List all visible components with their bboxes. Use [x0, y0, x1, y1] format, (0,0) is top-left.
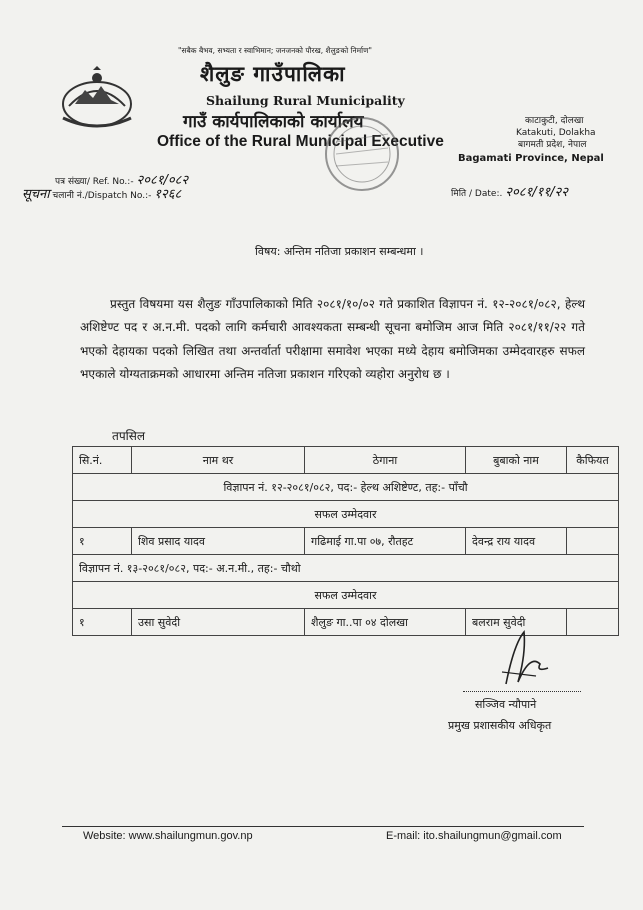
address-line-4: Bagamati Province, Nepal: [458, 153, 604, 164]
row1-father-name: देवन्द्र राय यादव: [466, 528, 567, 555]
date: [451, 182, 568, 200]
table-row: [73, 555, 619, 582]
row2-address: शैलुङ गा..पा ०४ दोलखा: [305, 609, 466, 636]
address-line-2: Katakuti, Dolakha: [516, 128, 596, 138]
table-row: [73, 501, 619, 528]
table-row: [73, 528, 619, 555]
dispatch-handwritten-note: सूचना: [22, 187, 50, 202]
date-label: मिति / Date:.: [451, 189, 503, 199]
header-name: नाम थर: [132, 447, 305, 474]
footer-divider: [62, 826, 584, 827]
row2-sn: १: [73, 609, 132, 636]
subject-line: विषय: अन्तिम नतिजा प्रकाशन सम्बन्धमा ।: [255, 245, 424, 258]
row2-father-name: बलराम सुवेदी: [466, 609, 567, 636]
row2-remarks: [567, 609, 619, 636]
table-header-row: [73, 447, 619, 474]
row1-name: शिव प्रसाद यादव: [132, 528, 305, 555]
results-table: [72, 446, 619, 636]
handwritten-signature: [496, 624, 556, 694]
footer-website: Website: www.shailungmun.gov.np: [83, 830, 253, 842]
advertisement-2: विज्ञापन नं. १३-२०८१/०८२, पद:- अ.न.मी., तह:- चौथो: [73, 555, 619, 582]
address-line-1: काटाकुटी, दोलखा: [525, 116, 584, 126]
success-label-1: सफल उम्मेदवार: [73, 501, 619, 528]
row1-address: गढिमाई गा.पा ०७, रौतहट: [305, 528, 466, 555]
row2-name: उसा सुवेदी: [132, 609, 305, 636]
dispatch-label: चलानी नं./Dispatch No.:-: [52, 191, 152, 201]
dispatch-number: [22, 184, 181, 202]
date-value: २०८१/११/२२: [505, 185, 569, 200]
ref-label: पत्र संख्या/ Ref. No.:-: [55, 177, 134, 187]
office-stamp: [322, 112, 402, 196]
row1-sn: १: [73, 528, 132, 555]
office-name-english: Office of the Rural Municipal Executive: [157, 133, 444, 150]
row1-remarks: [567, 528, 619, 555]
dispatch-value: १२६८: [154, 187, 182, 202]
footer-email: E-mail: ito.shailungmun@gmail.com: [386, 830, 562, 842]
municipality-name-nepali: शैलुङ गाउँपालिका: [200, 62, 346, 86]
table-row: [73, 582, 619, 609]
details-heading: तपसिल: [112, 429, 146, 443]
body-text: प्रस्तुत विषयमा यस शैलुङ गाँउपालिकाको मिति २०८१/१०/०२ गते प्रकाशित विज्ञापन नं. १२-२०८१/०८२, हेल्थ अशिष्टेण्ट पद र अ.न.मी. पदको लागि कर्मचारी आवश्यकता सम्बन्धी सूचना बमोजिम आज मिति २०८१/११/२२ गते भएको देहायका पदको लिखित तथा अन्तर्वार्ता परीक्षामा समावेश भएका मध्ये देहाय बमोजिमका उम्मेदवारहरु सफल भएकाले योग्यताक्रमको आधारमा अन्तिम नतिजा प्रकाशन गरिएको व्यहोरा अनुरोध छ ।: [80, 297, 585, 381]
advertisement-1: विज्ञापन नं. १२-२०८१/०८२, पद:- हेल्थ अशिष्टेण्ट, तह:- पाँचौ: [73, 474, 619, 501]
body-paragraph: [80, 293, 585, 386]
office-name-nepali: गाउँ कार्यपालिकाको कार्यालय: [183, 112, 364, 132]
header-address: ठेगाना: [305, 447, 466, 474]
ref-value: २०८१/०८२: [136, 173, 189, 188]
municipality-name-english: Shailung Rural Municipality: [206, 93, 405, 108]
signatory-title: प्रमुख प्रशासकीय अधिकृत: [448, 719, 552, 732]
table-row: [73, 474, 619, 501]
address-line-3: बागमती प्रदेश, नेपाल: [518, 140, 587, 150]
success-label-2: सफल उम्मेदवार: [73, 582, 619, 609]
header-father-name: बुबाको नाम: [466, 447, 567, 474]
motto: "सबैक बैभव, सभ्यता र स्वाभिमान; जनजनको पौरख, शैलुङको निर्माण": [178, 46, 372, 55]
government-emblem-logo: [57, 66, 137, 132]
header-remarks: कैफियत: [567, 447, 619, 474]
signature-line: [463, 691, 581, 692]
header-sn: सि.नं.: [73, 447, 132, 474]
signatory-name: सञ्जिव न्यौपाने: [475, 698, 537, 711]
